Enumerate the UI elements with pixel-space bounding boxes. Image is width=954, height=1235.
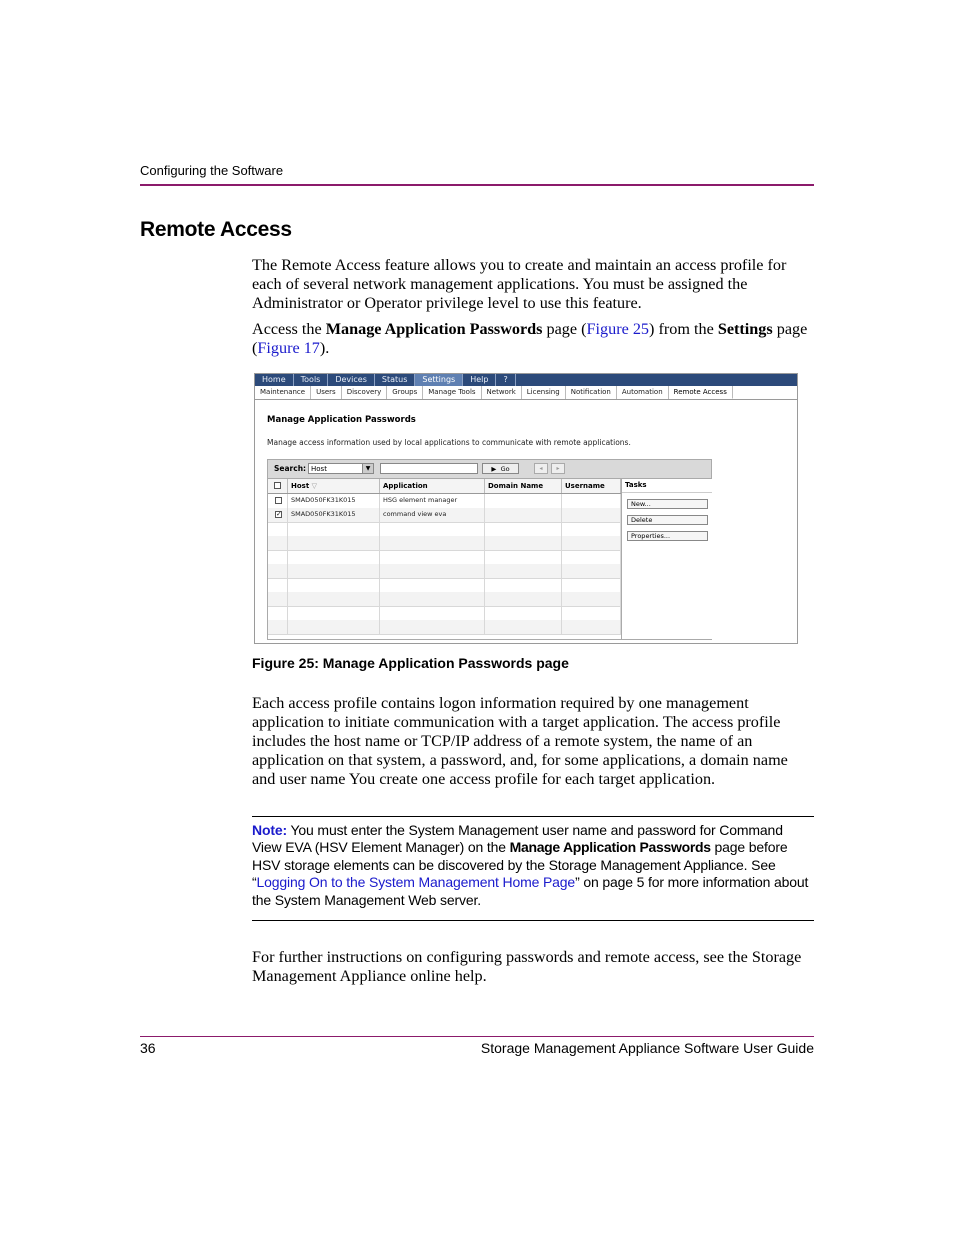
table-cell-host	[288, 620, 380, 634]
note-text: page before HSV storage elements can be discovered by the Storage Management Appliance. See “	[252, 839, 788, 891]
table-cell-domain	[485, 508, 562, 522]
table-cell-application	[380, 522, 485, 536]
table-cell-host: SMAD050FK31K015	[288, 508, 380, 522]
column-header-domain[interactable]: Domain Name	[485, 479, 562, 493]
header-rule	[140, 184, 814, 186]
table-row[interactable]	[268, 620, 621, 635]
next-page-icon[interactable]: ▸	[551, 463, 565, 474]
delete-button[interactable]: Delete	[627, 515, 708, 525]
row-select-cell	[268, 606, 288, 620]
note-rule-bottom	[252, 920, 814, 921]
passwords-table	[267, 478, 712, 640]
tasks-panel	[621, 479, 712, 639]
table-cell-host	[288, 564, 380, 578]
top-nav-item[interactable]: Tools	[294, 374, 329, 386]
section-title: Remote Access	[140, 218, 292, 241]
table-cell-username	[562, 536, 621, 550]
table-cell-domain	[485, 592, 562, 606]
text: page (	[542, 320, 587, 338]
note-text: You must enter the System Management user name and password for Command View EVA (HSV Element Manager) on the	[252, 822, 783, 856]
intro-paragraph: The Remote Access feature allows you to create and maintain an access profile for each of several network management applications. You must be assigned the Administrator or Operator privilege level to use this feature.	[252, 256, 787, 312]
access-paragraph	[252, 320, 814, 358]
table-cell-domain	[485, 620, 562, 634]
row-select-cell	[268, 578, 288, 592]
table-row[interactable]	[268, 522, 621, 537]
logging-on-link[interactable]: Logging On to the System Management Home Page	[256, 874, 576, 891]
figure-17-link[interactable]: Figure 17	[257, 339, 320, 357]
table-cell-domain	[485, 536, 562, 550]
row-select-cell	[268, 550, 288, 564]
search-field-select[interactable]	[308, 463, 374, 474]
access-profile-paragraph: Each access profile contains logon information required by one management application to initiate communication with a target application. The access profile includes the host name or TCP/IP address of a remote system, the name of an application on that system, a password, and, for some applications, a domain name and user name You create one access profile for each target application.	[252, 694, 788, 788]
chevron-down-icon: ▼	[362, 464, 373, 473]
top-nav-item[interactable]: Help	[463, 374, 496, 386]
row-select-cell	[268, 522, 288, 536]
row-select-cell	[268, 592, 288, 606]
table-cell-username	[562, 494, 621, 508]
sub-nav-item[interactable]: Remote Access	[669, 386, 733, 399]
table-row[interactable]	[268, 550, 621, 565]
manage-passwords-screenshot	[254, 373, 798, 644]
table-cell-application: HSG element manager	[380, 494, 485, 508]
table-cell-username	[562, 564, 621, 578]
table-cell-host	[288, 606, 380, 620]
table-cell-username	[562, 592, 621, 606]
page-number: 36	[140, 1040, 156, 1056]
top-nav	[255, 374, 797, 386]
further-instructions-paragraph: For further instructions on configuring passwords and remote access, see the Storage Management Appliance online help.	[252, 948, 802, 985]
top-nav-item[interactable]: Status	[375, 374, 416, 386]
table-cell-host	[288, 592, 380, 606]
note-box	[252, 822, 814, 909]
row-select-cell	[268, 564, 288, 578]
sub-nav-item[interactable]: Notification	[566, 386, 617, 399]
table-cell-domain	[485, 606, 562, 620]
bold-term: Settings	[717, 320, 773, 338]
text: ).	[319, 339, 330, 357]
table-cell-domain	[485, 550, 562, 564]
text: page (	[252, 320, 808, 357]
bold-term: Manage Application Passwords	[325, 320, 543, 338]
row-select-cell	[268, 536, 288, 550]
note-bold-term: Manage Application Passwords	[509, 839, 711, 856]
footer-rule	[140, 1036, 814, 1037]
top-nav-item[interactable]: Settings	[415, 374, 463, 386]
table-row[interactable]	[268, 536, 621, 551]
row-select-cell	[268, 620, 288, 634]
table-row[interactable]	[268, 592, 621, 607]
table-cell-domain	[485, 522, 562, 536]
search-select-value: Host	[311, 465, 327, 473]
sub-nav-item[interactable]: Discovery	[342, 386, 388, 399]
table-row[interactable]	[268, 578, 621, 593]
table-cell-host	[288, 550, 380, 564]
new-button[interactable]: New...	[627, 499, 708, 509]
figure-25-link[interactable]: Figure 25	[586, 320, 650, 338]
previous-page-icon[interactable]: ◂	[534, 463, 548, 474]
top-nav-item[interactable]: ?	[496, 374, 515, 386]
table-cell-username	[562, 508, 621, 522]
search-input[interactable]	[380, 463, 478, 474]
table-cell-host	[288, 536, 380, 550]
table-cell-host	[288, 578, 380, 592]
table-cell-application: command view eva	[380, 508, 485, 522]
table-cell-host: SMAD050FK31K015	[288, 494, 380, 508]
checked-checkbox[interactable]: ✓	[276, 510, 282, 518]
play-icon: ▶	[491, 465, 497, 473]
sub-nav-item[interactable]: Network	[482, 386, 522, 399]
table-cell-username	[562, 620, 621, 634]
sub-nav-item[interactable]: Manage Tools	[423, 386, 481, 399]
table-header	[268, 479, 621, 494]
sub-nav-item[interactable]: Groups	[387, 386, 423, 399]
table-cell-application	[380, 578, 485, 592]
top-nav-item[interactable]: Devices	[328, 374, 375, 386]
search-toolbar	[267, 459, 712, 479]
table-cell-domain	[485, 494, 562, 508]
table-row[interactable]	[268, 494, 621, 509]
search-label: Search:	[274, 464, 307, 473]
book-title: Storage Management Appliance Software User Guide	[480, 1040, 814, 1056]
sort-icon: ▽	[311, 482, 318, 490]
table-cell-application	[380, 606, 485, 620]
select-all-checkbox[interactable]	[274, 482, 281, 489]
table-row[interactable]	[268, 606, 621, 621]
table-row[interactable]	[268, 508, 621, 523]
go-button[interactable]	[482, 463, 519, 474]
text: ) from the	[649, 320, 718, 338]
top-nav-item[interactable]: Home	[255, 374, 294, 386]
row-select-cell	[268, 508, 288, 522]
text: Access the	[252, 320, 326, 338]
row-checkbox[interactable]	[275, 497, 282, 504]
figure-caption: Figure 25: Manage Application Passwords page	[252, 655, 569, 671]
table-cell-username	[562, 578, 621, 592]
tasks-header: Tasks	[622, 479, 712, 493]
table-cell-application	[380, 592, 485, 606]
table-cell-domain	[485, 578, 562, 592]
figure-page-heading: Manage Application Passwords	[267, 415, 416, 425]
go-label: Go	[500, 465, 510, 473]
table-cell-username	[562, 606, 621, 620]
table-row[interactable]	[268, 564, 621, 579]
note-text: ” on page 5 for more information about the System Management Web server.	[252, 874, 809, 908]
column-header-username[interactable]: Username	[562, 479, 621, 493]
properties-button[interactable]: Properties...	[627, 531, 708, 541]
running-head: Configuring the Software	[140, 163, 284, 178]
column-header-host[interactable]	[288, 479, 380, 493]
table-cell-application	[380, 550, 485, 564]
table-cell-host	[288, 522, 380, 536]
column-label: Host	[291, 482, 310, 490]
table-cell-application	[380, 564, 485, 578]
figure-page-description: Manage access information used by local applications to communicate with remote applications.	[267, 438, 631, 447]
sub-nav-item[interactable]: Users	[311, 386, 342, 399]
table-cell-username	[562, 550, 621, 564]
column-header-application[interactable]: Application	[380, 479, 485, 493]
table-cell-application	[380, 536, 485, 550]
row-select-cell	[268, 494, 288, 508]
select-all-column	[268, 479, 288, 493]
sub-nav-item[interactable]: Maintenance	[255, 386, 311, 399]
table-cell-application	[380, 620, 485, 634]
sub-nav-item[interactable]: Automation	[617, 386, 669, 399]
note-label: Note:	[252, 822, 288, 838]
note-rule-top	[252, 816, 814, 817]
table-cell-domain	[485, 564, 562, 578]
sub-nav	[255, 386, 797, 400]
sub-nav-item[interactable]: Licensing	[522, 386, 566, 399]
table-cell-username	[562, 522, 621, 536]
